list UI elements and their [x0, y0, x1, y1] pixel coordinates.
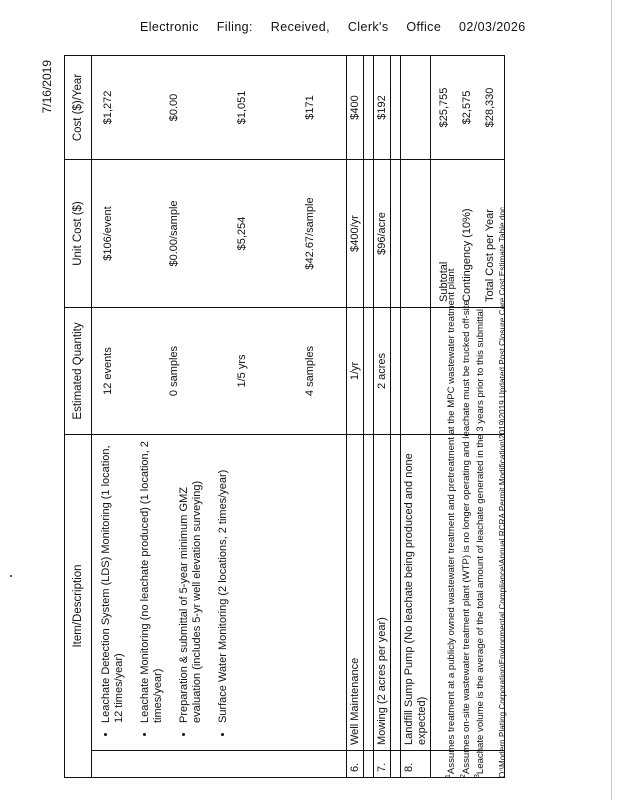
- quantity-value: 4 samples: [304, 345, 316, 397]
- footnotes: [443, 269, 487, 778]
- annual-cost-value: $171: [304, 95, 316, 120]
- unit-cost-value: $106/event: [102, 206, 114, 261]
- annual-cost-cell: [92, 56, 347, 160]
- row-quantity: 1/yr: [347, 308, 364, 435]
- annual-cost-value: $1,051: [236, 90, 248, 125]
- footnote: $^1$Assumes treatment at a publicly owned wastewater treatment and pretreatment at the MPC wastewater treatment plant: [445, 268, 458, 778]
- list-item: • Preparation & submittal of 5-year minimum GMZ evaluation (includes 5-yr well elevation surveying): [178, 440, 203, 723]
- document-date: 7/16/2019: [40, 60, 54, 114]
- quantity-value: 12 events: [102, 347, 114, 395]
- header-word: 02/03/2026: [459, 20, 526, 34]
- row-number: [92, 751, 347, 778]
- footnote: $^3$Leachate volume is the average of the total amount of leachate generated in the 3 years prior to this submittal: [474, 309, 487, 778]
- header-word: Filing:: [216, 20, 253, 34]
- row-number: 8.: [401, 751, 431, 778]
- contingency-value: $2,575: [461, 90, 473, 125]
- table-spacer-row: [391, 56, 401, 778]
- quantity-value: 1/5 yrs: [236, 354, 248, 388]
- list-item: • Surface Water Monitoring (2 locations, 2 times/year): [217, 440, 230, 723]
- annual-cost-value: $0.00: [168, 93, 180, 122]
- row-annual-cost: $400: [347, 56, 364, 160]
- column-header: Cost ($)/Year: [65, 56, 92, 160]
- annual-cost-value: $1,272: [102, 90, 114, 125]
- subtotal-label: Subtotal: [438, 261, 450, 302]
- list-item: • Leachate Monitoring (no leachate produced) (1 location, 2 times/year): [139, 440, 164, 723]
- header-word: Clerk's: [347, 20, 389, 34]
- unit-cost-value: $5,254: [236, 216, 248, 251]
- row-annual-cost: $192: [374, 56, 391, 160]
- scan-edge-line: [611, 0, 612, 800]
- cost-estimate-table: [64, 55, 505, 778]
- table-header-row: [65, 56, 92, 778]
- row-unit-cost: [401, 160, 431, 308]
- row-number: 6.: [347, 751, 364, 778]
- row-quantity: [401, 308, 431, 435]
- table-row: [347, 56, 364, 778]
- quantity-cell: [92, 308, 347, 435]
- footnote: $^2$Assumes on-site wastewater treatment plant (WTP) is no longer operating and leachate must be trucked off-site: [459, 300, 472, 778]
- header-word: Received,: [270, 20, 330, 34]
- totals-values-cell: [431, 56, 505, 160]
- unit-cost-value: $42.67/sample: [304, 197, 316, 270]
- electronic-filing-header: [140, 20, 540, 34]
- column-header: Estimated Quantity: [65, 308, 92, 435]
- unit-cost-value: $0.00/sample: [168, 200, 180, 267]
- subtotal-value: $25,755: [438, 87, 450, 128]
- monitoring-group-row: [92, 56, 347, 778]
- row-number: 7.: [374, 751, 391, 778]
- column-header: Item/Description: [65, 435, 92, 778]
- row-unit-cost: $400/yr: [347, 160, 364, 308]
- header-word: Office: [406, 20, 442, 34]
- scan-speck: [10, 575, 12, 577]
- row-description: Landfill Sump Pump (No leachate being produced and none expected): [401, 435, 431, 751]
- total-value: $28,330: [484, 87, 496, 128]
- column-header: Unit Cost ($): [65, 160, 92, 308]
- table-row: [401, 56, 431, 778]
- monitoring-items-cell: [92, 435, 347, 751]
- unit-cost-cell: [92, 160, 347, 308]
- row-quantity: 2 acres: [374, 308, 391, 435]
- header-word: Electronic: [140, 20, 199, 34]
- row-description: Well Maintenance: [347, 435, 364, 751]
- row-description: Mowing (2 acres per year): [374, 435, 391, 751]
- file-path-footer: O:\Modern Plating Corporation\Environmental Compliance\Annual RCRA Permit Modification\2019\2019 Updated Post Closure Care Cost Estimate Table.doc: [498, 206, 507, 778]
- row-annual-cost: [401, 56, 431, 160]
- quantity-value: 0 samples: [168, 345, 180, 397]
- list-item: • Leachate Detection System (LDS) Monitoring (1 location, 12 times/year): [100, 440, 125, 723]
- row-unit-cost: $96/acre: [374, 160, 391, 308]
- table-spacer-row: [364, 56, 374, 778]
- table-row: [374, 56, 391, 778]
- rotated-cost-page: [38, 55, 598, 790]
- contingency-label: Contingency (10%): [461, 208, 473, 302]
- total-label: Total Cost per Year: [484, 209, 496, 302]
